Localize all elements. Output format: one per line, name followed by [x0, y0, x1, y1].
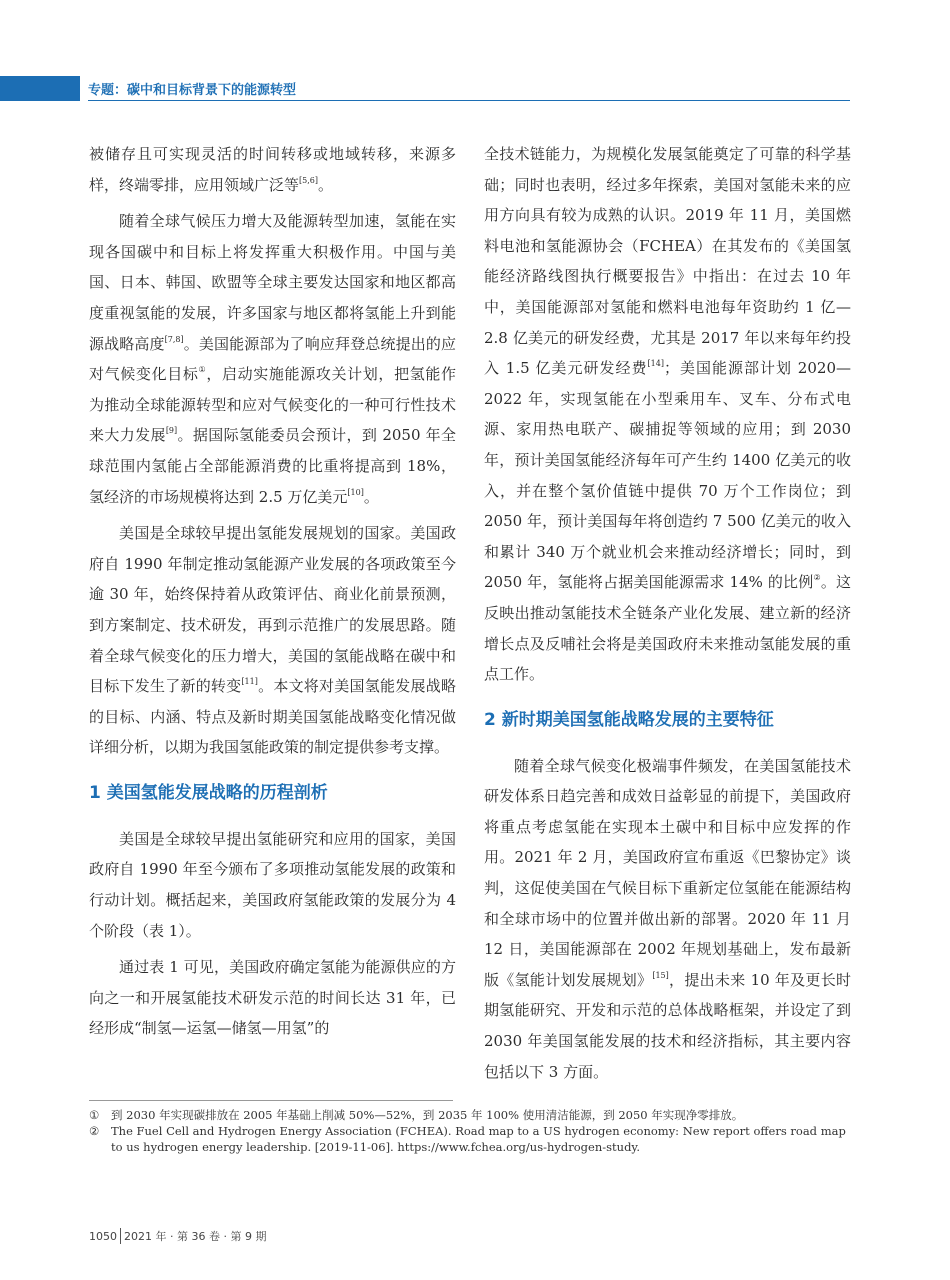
running-header-title: 专题：碳中和目标背景下的能源转型	[88, 83, 297, 98]
footnote-mark: ①	[89, 1108, 100, 1122]
citation[interactable]: [11]	[241, 677, 258, 687]
footnote	[89, 1107, 855, 1123]
footnotes	[89, 1107, 855, 1155]
paragraph: 随着全球气候变化极端事件频发，在美国氢能技术研发体系日趋完善和成效日益彰显的前提下，美国政府将重点考虑氢能在实现本土碳中和目标中应发挥的作用。2021 年 2 月，美国政府宣布重返《巴黎协定》谈判，这促使美国在气候目标下重新定位氢能在能源结构和全球市场中的位置并做出新的部署。2020 年 11 月 12 日，美国能源部在 2002 年规划基础上，发布最新版《氢能计划发展规划》[15]，提出未来 10 年及更长时期氢能研究、开发和示范的总体战略框架，并设定了到 2030 年美国氢能发展的技术和经济指标，其主要内容包括以下 3 方面。	[484, 756, 851, 1081]
issue-info: 2021 年 · 第 36 卷 · 第 9 期	[124, 1230, 267, 1243]
paragraph: 通过表 1 可见，美国政府确定氢能为能源供应的方向之一和开展氢能技术研发示范的时间长达 31 年，已经形成“制氢—运氢—储氢—用氢”的	[89, 958, 456, 1038]
section-heading-1: 1 美国氢能发展战略的历程剖析	[89, 782, 328, 803]
paragraph: 美国是全球较早提出氢能发展规划的国家。美国政府自 1990 年制定推动氢能源产业发展的各项政策至今逾 30 年，始终保持着从政策评估、商业化前景预测，到方案制定、技术研发，再到示范推广的发展思路。随着全球气候变化的压力增大，美国的氢能战略在碳中和目标下发生了新的转变[11]。本文将对美国氢能发展战略的目标、内涵、特点及新时期美国氢能战略变化情况做详细分析，以期为我国氢能政策的制定提供参考支撑。	[89, 524, 456, 757]
paragraph: 随着全球气候压力增大及能源转型加速，氢能在实现各国碳中和目标上将发挥重大积极作用。中国与美国、日本、韩国、欧盟等全球主要发达国家和地区都高度重视氢能的发展，许多国家与地区都将氢能上升到能源战略高度[7,8]。美国能源部为了响应拜登总统提出的应对气候变化目标①，启动实施能源攻关计划，把氢能作为推动全球能源转型和应对气候变化的一种可行性技术来大力发展[9]。据国际氢能委员会预计，到 2050 年全球范围内氢能占全部能源消费的比重将提高到 18%，氢经济的市场规模将达到 2.5 万亿美元[10]。	[89, 212, 456, 506]
footnote-marker[interactable]: ②	[813, 573, 821, 583]
paragraph: 被储存且可实现灵活的时间转移或地域转移，来源多样，终端零排，应用领域广泛等[5,6]。	[89, 145, 456, 194]
footnote-marker[interactable]: ①	[198, 365, 207, 375]
footnote	[89, 1123, 855, 1155]
footnote-text: 到 2030 年实现碳排放在 2005 年基础上削减 50%—52%，到 2035 年 100% 使用清洁能源，到 2050 年实现净零排放。	[111, 1108, 744, 1122]
page-number: 1050	[89, 1230, 117, 1243]
paragraph: 美国是全球较早提出氢能研究和应用的国家，美国政府自 1990 年至今颁布了多项推动氢能发展的政策和行动计划。概括起来，美国政府氢能政策的发展分为 4 个阶段（表 1）。	[89, 829, 456, 940]
paragraph: 全技术链能力，为规模化发展氢能奠定了可靠的科学基础；同时也表明，经过多年探索，美国对氢能未来的应用方向具有较为成熟的认识。2019 年 11 月，美国燃料电池和氢能源协会（FCHEA）在其发布的《美国氢能经济路线图执行概要报告》中指出：在过去 10 年中，美国能源部对氢能和燃料电池每年资助约 1 亿—2.8 亿美元的研发经费，尤其是 2017 年以来每年约投入 1.5 亿美元研发经费[14]；美国能源部计划 2020—2022 年，实现氢能在小型乘用车、叉车、分布式电源、家用热电联产、碳捕捉等领域的应用；到 2030 年，预计美国氢能经济每年可产生约 1400 亿美元的收入，并在整个氢价值链中提供 70 万个工作岗位；到 2050 年，预计美国每年将创造约 7 500 亿美元的收入和累计 340 万个就业机会来推动经济增长；同时，到 2050 年，氢能将占据美国能源需求 14% 的比例②。这反映出推动氢能技术全链条产业化发展、建立新的经济增长点及反哺社会将是美国政府未来推动氢能发展的重点工作。	[484, 145, 852, 684]
citation[interactable]: [7,8]	[164, 334, 184, 344]
left-column	[89, 139, 456, 1050]
footnote-rule	[89, 1100, 453, 1101]
citation[interactable]: [9]	[165, 426, 178, 436]
footnote-mark: ②	[89, 1124, 100, 1138]
footer-separator	[120, 1228, 121, 1244]
header-rule	[88, 100, 850, 101]
page-footer	[89, 1228, 266, 1244]
citation[interactable]: [15]	[652, 970, 669, 980]
section-heading-2: 2 新时期美国氢能战略发展的主要特征	[484, 709, 774, 730]
citation[interactable]: [10]	[347, 487, 364, 497]
citation[interactable]: [14]	[647, 359, 664, 369]
footnote-text: The Fuel Cell and Hydrogen Energy Association (FCHEA). Road map to a US hydrogen economy: New report offers road map to us hydrogen energy leadership. [2019-11-06]. https://www.fchea.org/us-hydrogen-study.	[111, 1124, 846, 1154]
right-column	[484, 139, 851, 1093]
header-accent-bar	[0, 76, 80, 101]
citation[interactable]: [5,6]	[299, 175, 318, 185]
